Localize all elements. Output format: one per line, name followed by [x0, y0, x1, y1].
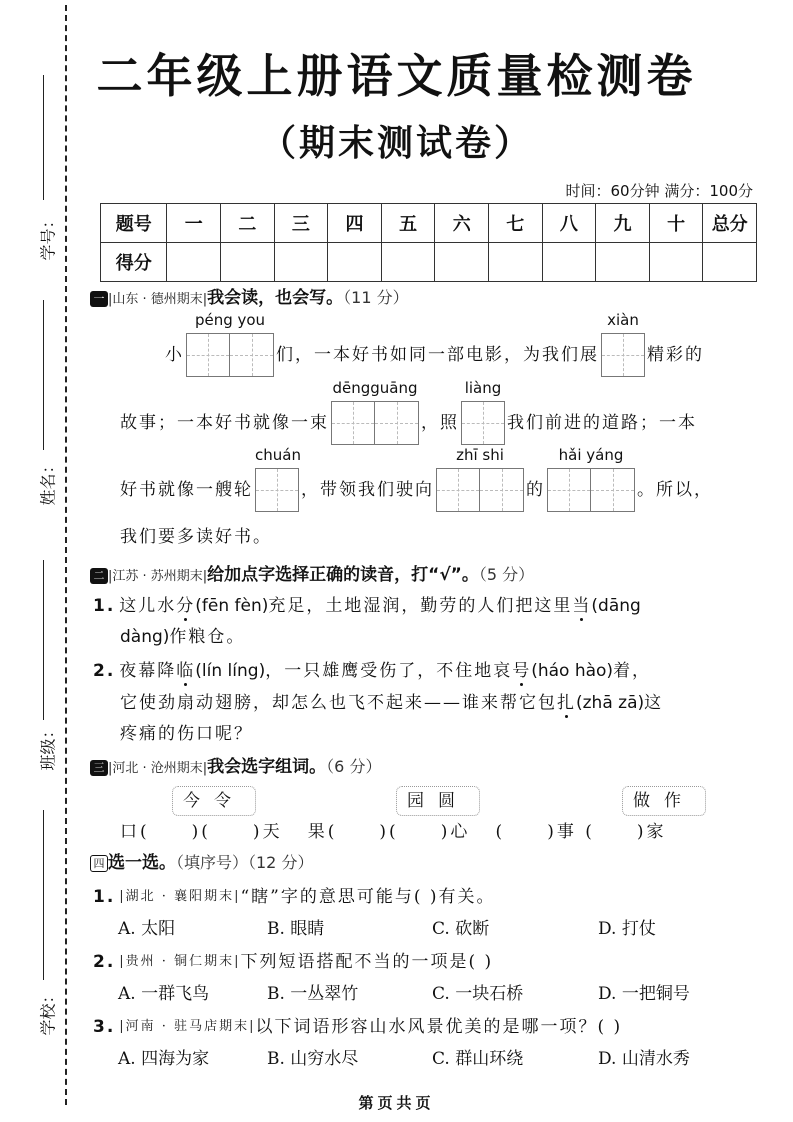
page-title: 二年级上册语文质量检测卷 — [96, 49, 697, 103]
answer-option[interactable]: A. 太阳 — [118, 919, 176, 939]
char-choice-chip: 做作 — [622, 786, 706, 816]
text-segment: 充足，土地湿润，勤劳的人们把这里 — [268, 596, 573, 616]
score-cell[interactable] — [328, 243, 382, 282]
score-header-cell: 五 — [381, 204, 435, 243]
dotted-char: 扎 — [557, 693, 576, 713]
text-segment: 的 — [526, 480, 545, 500]
text-segment: 们，一本好书如同一部电影，为我们展 — [276, 345, 599, 365]
question-source: |湖北 · 襄阳期末| — [119, 889, 241, 904]
answer-option[interactable]: A. 一群飞鸟 — [118, 984, 210, 1004]
section-points: （11 分） — [343, 288, 409, 307]
score-header-cell: 六 — [435, 204, 489, 243]
section-points: （6 分） — [326, 757, 382, 776]
exam-meta: 时间：60分钟 满分：100分 — [565, 182, 753, 200]
score-cell[interactable] — [274, 243, 328, 282]
question-text: 以下词语形容山水风景优美的是哪一项？( ) — [255, 1017, 623, 1037]
score-cell[interactable] — [489, 243, 543, 282]
writing-box-group[interactable] — [331, 379, 419, 445]
answer-option[interactable]: A. 四海为家 — [118, 1049, 210, 1069]
answer-option[interactable]: D. 打仗 — [598, 919, 656, 939]
score-header-cell: 九 — [596, 204, 650, 243]
pinyin-choice[interactable]: (dāng — [591, 596, 641, 616]
writing-box-group[interactable] — [461, 379, 505, 445]
section-3-header — [90, 757, 381, 779]
question-line — [93, 1017, 622, 1037]
pinyin-choice[interactable]: dàng) — [120, 627, 170, 647]
writing-box-group[interactable] — [255, 446, 301, 512]
writing-box[interactable] — [461, 401, 505, 445]
score-table-row — [101, 243, 757, 282]
student-id-label: 学号： — [38, 212, 58, 261]
text-segment: 夜幕降 — [119, 661, 177, 681]
writing-box[interactable] — [480, 468, 524, 512]
section-title: 我会读，也会写。 — [207, 288, 344, 308]
question-number: 1. — [93, 596, 116, 616]
word-building-line[interactable]: 口( )( )天 果( )( )心 ( )事 ( )家 — [120, 822, 667, 842]
text-segment: 这儿水 — [119, 596, 177, 616]
pinyin-choice[interactable]: (háo hào) — [531, 661, 614, 681]
text-line — [120, 446, 713, 512]
char-choice-chip: 园圆 — [396, 786, 480, 816]
dotted-char: 临 — [176, 661, 196, 681]
answer-option[interactable]: B. 一丛翠竹 — [267, 984, 359, 1004]
pinyin-label: péng you — [194, 311, 266, 329]
writing-box-group[interactable] — [601, 311, 645, 377]
dotted-char: 分 — [176, 596, 196, 616]
pinyin-label: xiàn — [607, 311, 639, 329]
score-header-cell: 七 — [489, 204, 543, 243]
score-header-cell: 总分 — [703, 204, 757, 243]
section-points: （填序号）（12 分） — [176, 853, 314, 872]
text-line — [120, 693, 663, 713]
name-label: 姓名： — [38, 457, 58, 506]
text-line — [120, 527, 272, 547]
text-segment: ，照 — [421, 413, 459, 433]
text-segment: 这 — [644, 693, 664, 713]
text-segment: 小 — [165, 345, 184, 365]
score-cell[interactable] — [381, 243, 435, 282]
writing-box-group[interactable] — [547, 446, 635, 512]
score-cell[interactable] — [435, 243, 489, 282]
score-cell[interactable] — [649, 243, 703, 282]
question-line — [93, 887, 496, 907]
writing-box[interactable] — [601, 333, 645, 377]
writing-box[interactable] — [591, 468, 635, 512]
answer-option[interactable]: D. 山清水秀 — [598, 1049, 690, 1069]
text-line — [93, 596, 641, 616]
text-line — [120, 627, 245, 647]
text-segment: 作粮仓。 — [169, 627, 246, 647]
score-table-header — [101, 204, 757, 243]
question-number: 2. — [93, 952, 116, 972]
section-source: |山东 · 德州期末| — [108, 292, 208, 307]
answer-option[interactable]: B. 山穷水尽 — [267, 1049, 359, 1069]
section-4-header — [90, 853, 313, 873]
score-header-cell: 题号 — [101, 204, 167, 243]
class-label: 班级： — [38, 722, 58, 771]
section-source: |江苏 · 苏州期末| — [108, 569, 208, 584]
answer-option[interactable]: B. 眼睛 — [267, 919, 325, 939]
pinyin-label: dēngguāng — [332, 379, 418, 397]
section-number: 一 — [90, 291, 108, 307]
score-header-cell: 八 — [542, 204, 596, 243]
section-number: 三 — [90, 760, 108, 776]
question-number: 2. — [93, 661, 116, 681]
text-segment: 故事；一本好书就像一束 — [120, 413, 329, 433]
answer-option[interactable]: C. 砍断 — [432, 919, 490, 939]
score-header-cell: 二 — [221, 204, 275, 243]
pinyin-label: chuán — [255, 446, 301, 464]
score-cell[interactable] — [167, 243, 221, 282]
writing-box[interactable] — [547, 468, 591, 512]
section-number: 二 — [90, 568, 108, 584]
school-line — [43, 810, 44, 980]
pinyin-choice[interactable]: (lín líng) — [195, 661, 266, 681]
text-segment: 我们前进的道路；一本 — [507, 413, 697, 433]
question-source: |河南 · 驻马店期末| — [119, 1019, 256, 1034]
question-number: 3. — [93, 1017, 116, 1037]
section-number: 四 — [90, 855, 108, 872]
page-footer: 第页共页 — [358, 1094, 435, 1112]
dotted-char: 当 — [572, 596, 592, 616]
writing-box[interactable] — [186, 333, 230, 377]
score-header-cell: 十 — [649, 204, 703, 243]
writing-box[interactable] — [255, 468, 299, 512]
question-text: 下列短语搭配不当的一项是( ) — [240, 952, 494, 972]
writing-box[interactable] — [375, 401, 419, 445]
question-number: 1. — [93, 887, 116, 907]
score-header-cell: 四 — [328, 204, 382, 243]
name-line — [43, 300, 44, 450]
answer-option[interactable]: C. 一块石桥 — [432, 984, 524, 1004]
text-segment: 它使劲扇动翅膀，却怎么也飞不起来——谁来帮它包 — [120, 693, 557, 713]
section-title: 给加点字选择正确的读音，打“√”。 — [207, 565, 479, 585]
text-segment: 。所以， — [637, 480, 713, 500]
section-title: 选一选。 — [108, 853, 176, 873]
page-subtitle: （期末测试卷） — [259, 123, 533, 164]
writing-box-group[interactable] — [186, 311, 274, 377]
text-line — [120, 379, 697, 445]
pinyin-choice[interactable]: (fēn fèn) — [195, 596, 269, 616]
score-cell[interactable] — [221, 243, 275, 282]
section-points: （5 分） — [478, 565, 535, 584]
score-header-cell: 一 — [167, 204, 221, 243]
writing-box[interactable] — [436, 468, 480, 512]
dotted-char: 号 — [512, 661, 532, 681]
question-source: |贵州 · 铜仁期末| — [119, 954, 241, 969]
answer-option[interactable]: D. 一把铜号 — [598, 984, 690, 1004]
writing-box-group[interactable] — [436, 446, 524, 512]
score-row-label: 得分 — [101, 243, 167, 282]
text-segment: 精彩的 — [647, 345, 704, 365]
score-cell[interactable] — [596, 243, 650, 282]
school-label: 学校： — [38, 987, 58, 1036]
question-line — [93, 952, 493, 972]
pinyin-label: liàng — [464, 379, 502, 397]
text-segment: 着， — [613, 661, 652, 681]
class-line — [43, 560, 44, 720]
score-header-cell: 三 — [274, 204, 328, 243]
pinyin-label: hǎi yáng — [558, 446, 624, 464]
text-line — [165, 311, 704, 377]
section-2-header — [90, 565, 534, 587]
text-segment: 疼痛的伤口呢？ — [120, 724, 253, 744]
text-segment: 好书就像一艘轮 — [120, 480, 253, 500]
binding-dashed-line — [65, 5, 67, 1105]
question-text: “瞎”字的意思可能与( )有关。 — [240, 887, 496, 907]
section-1-header — [90, 288, 409, 310]
score-table — [100, 203, 757, 282]
writing-box[interactable] — [230, 333, 274, 377]
text-line — [93, 661, 651, 681]
char-choice-chip: 今令 — [172, 786, 256, 816]
text-segment: ，带领我们驶向 — [301, 480, 434, 500]
pinyin-label: zhī shi — [456, 446, 504, 464]
answer-option[interactable]: C. 群山环绕 — [432, 1049, 524, 1069]
pinyin-choice[interactable]: (zhā zā) — [576, 693, 645, 713]
text-segment: ，一只雄鹰受伤了，不住地哀 — [265, 661, 513, 681]
writing-box[interactable] — [331, 401, 375, 445]
text-line — [120, 724, 253, 744]
score-cell[interactable] — [542, 243, 596, 282]
section-title: 我会选字组词。 — [207, 757, 327, 777]
score-cell[interactable] — [703, 243, 757, 282]
text-segment: 我们要多读好书。 — [120, 527, 272, 547]
section-source: |河北 · 沧州期末| — [108, 761, 208, 776]
